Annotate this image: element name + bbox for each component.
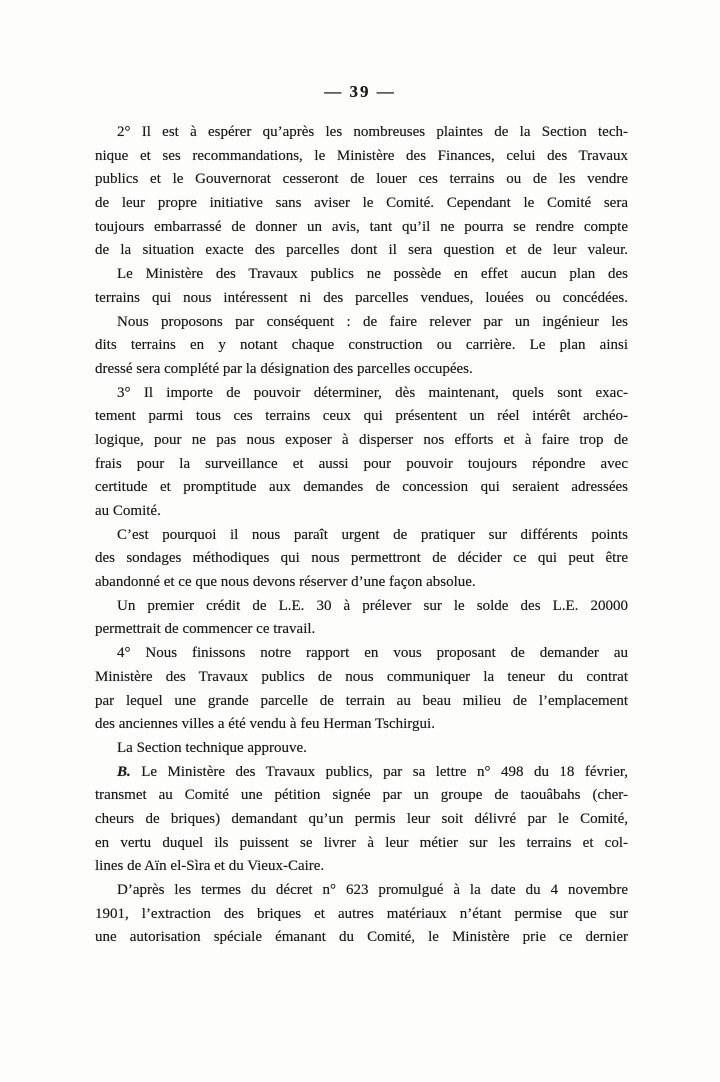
paragraph	[95, 642, 628, 737]
paragraph	[95, 737, 628, 761]
text-line: nique et ses recommandations, le Ministère des Finances, celui des Travaux	[95, 147, 628, 164]
text-line: Ministère des Travaux publics de nous communiquer la teneur du contrat	[95, 668, 628, 685]
text-line: transmet au Comité une pétition signée par un groupe de taouâbahs (cher-	[95, 787, 628, 804]
paragraph	[95, 311, 628, 382]
text-line: dits terrains en y notant chaque construction ou carrière. Le plan ainsi	[95, 337, 628, 354]
text-line: lines de Aïn el-Sìra et du Vieux-Caire.	[95, 858, 325, 875]
paragraph-lead: B.	[117, 763, 131, 780]
text-line: abandonné et ce que nous devons réserver d’une façon absolue.	[95, 574, 476, 591]
text-line: C’est pourquoi il nous paraît urgent de pratiquer sur différents points	[117, 526, 628, 543]
text-line: certitude et promptitude aux demandes de concession qui seraient adressées	[95, 479, 628, 496]
text-block	[95, 121, 628, 950]
text-line: une autorisation spéciale émanant du Comité, le Ministère prie ce dernier	[95, 929, 628, 946]
paragraph	[95, 121, 628, 263]
text-line: frais pour la surveillance et aussi pour pouvoir toujours répondre avec	[95, 455, 628, 472]
text-line: La Section technique approuve.	[117, 739, 307, 756]
text-line: de leur propre initiative sans aviser le Comité. Cependant le Comité sera	[95, 195, 628, 212]
text-line: 4° Nous finissons notre rapport en vous proposant de demander au	[117, 645, 628, 662]
text-line: en vertu duquel ils puissent se livrer à leur métier sur les terrains et col-	[95, 834, 628, 851]
page-number-header: — 39 —	[324, 82, 396, 101]
paragraph	[95, 524, 628, 595]
text-line: Le Ministère des Travaux publics ne possède en effet aucun plan des	[117, 266, 628, 283]
text-line: logique, pour ne pas nous exposer à disperser nos efforts et à faire trop de	[95, 431, 628, 448]
paragraph	[95, 761, 628, 879]
text-line: des sondages méthodiques qui nous permettront de décider ce qui peut être	[95, 550, 628, 567]
text-line: 2° Il est à espérer qu’après les nombreuses plaintes de la Section tech-	[117, 124, 628, 140]
text-line: permettrait de commencer ce travail.	[95, 621, 316, 638]
text-line: par lequel une grande parcelle de terrain au beau milieu de l’emplacement	[95, 692, 628, 709]
paragraph	[95, 879, 628, 950]
paragraph	[95, 263, 628, 310]
text-line: D’après les termes du décret n° 623 promulgué à la date du 4 novembre	[117, 882, 628, 898]
text-line: de la situation exacte des parcelles dont il sera question et de leur valeur.	[95, 242, 628, 259]
text-line: cheurs de briques) demandant qu’un permis leur soit délivré par le Comité,	[95, 810, 628, 827]
text-line: Nous proposons par conséquent : de faire relever par un ingénieur les	[117, 313, 628, 330]
text-line: 3° Il importe de pouvoir déterminer, dès maintenant, quels sont exac-	[117, 384, 628, 401]
text-line: dressé sera complété par la désignation des parcelles occupées.	[95, 360, 473, 377]
paragraph	[95, 382, 628, 524]
text-line: Un premier crédit de L.E. 30 à prélever sur le solde des L.E. 20000	[117, 597, 628, 614]
text-line: toujours embarrassé de donner un avis, tant qu’il ne pourra se rendre compte	[95, 218, 628, 235]
text-line: 1901, l’extraction des briques et autres matériaux n’étant permise que sur	[95, 905, 628, 922]
text-line: terrains qui nous intéressent ni des parcelles vendues, louées ou concédées.	[95, 289, 628, 306]
text-line: au Comité.	[95, 503, 161, 519]
text-line: tement parmi tous ces terrains ceux qui présentent un réel intérêt archéo-	[95, 408, 628, 425]
text-line: des anciennes villes a été vendu à feu Herman Tschirgui.	[95, 716, 435, 733]
text-line: B. Le Ministère des Travaux publics, par sa lettre n° 498 du 18 février,	[117, 763, 628, 780]
text-line: publics et le Gouvernorat cesseront de louer ces terrains ou de les vendre	[95, 171, 628, 188]
paragraph	[95, 595, 628, 642]
